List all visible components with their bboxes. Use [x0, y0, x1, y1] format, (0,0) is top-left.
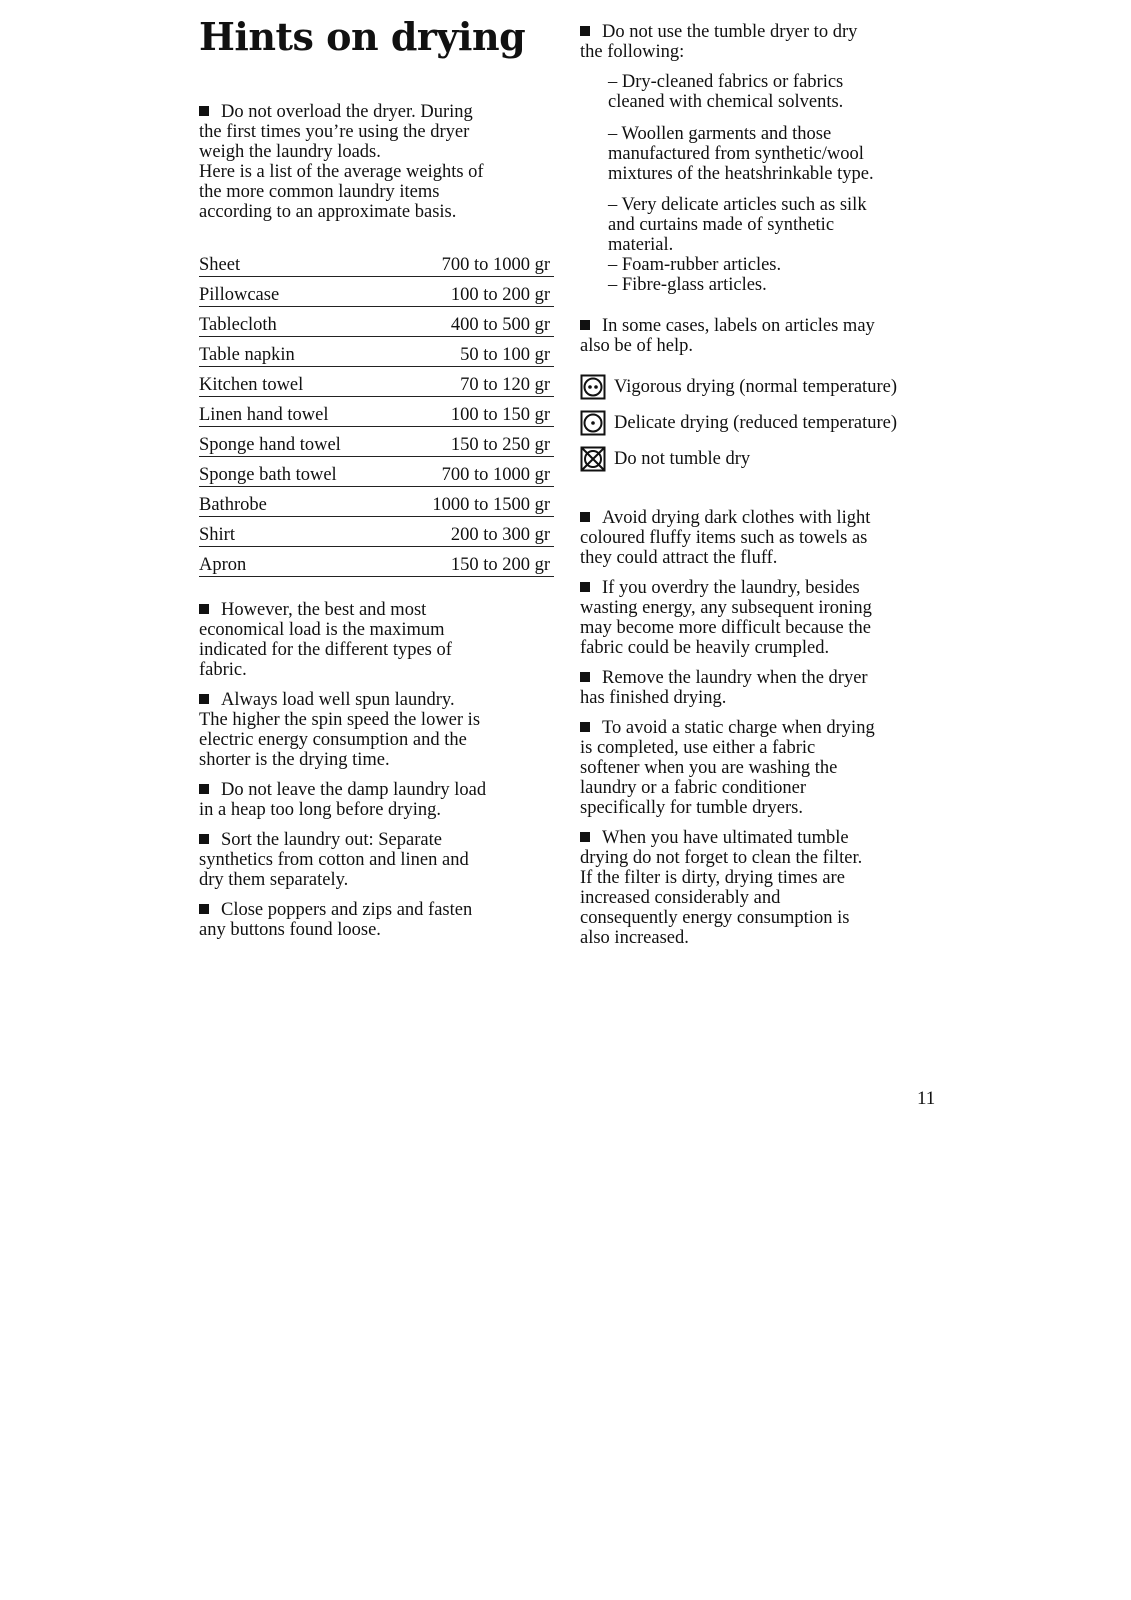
hint-static-charge: To avoid a static charge when drying is completed, use either a fabric softener when you are washing the laundry or a fabric conditioner specifically for tumble dryers. [580, 718, 875, 818]
item-name: Kitchen towel [199, 367, 390, 397]
hint-close-poppers: Close poppers and zips and fasten any buttons found loose. [199, 900, 473, 940]
item-name: Linen hand towel [199, 397, 390, 427]
no-tumble-item-delicate: – Very delicate articles such as silk and curtains made of synthetic material. – Foam-rubber articles. – Fibre-glass articles. [608, 195, 867, 295]
symbol-label: Do not tumble dry [614, 448, 751, 469]
item-name: Pillowcase [199, 277, 390, 307]
bullet-square-icon [580, 512, 590, 522]
item-weight: 70 to 120 gr [390, 367, 554, 397]
hint-damp-laundry: Do not leave the damp laundry load in a heap too long before drying. [199, 780, 487, 820]
table-row [199, 517, 554, 547]
table-row [199, 547, 554, 577]
bullet-square-icon [580, 672, 590, 682]
bullet-square-icon [580, 832, 590, 842]
item-name: Bathrobe [199, 487, 390, 517]
item-name: Sponge bath towel [199, 457, 390, 487]
laundry-weights-table [199, 247, 554, 577]
hint-remove-laundry: Remove the laundry when the dryer has finished drying. [580, 668, 868, 708]
item-weight: 700 to 1000 gr [390, 247, 554, 277]
symbol-row-vigorous [580, 374, 952, 400]
table-row [199, 337, 554, 367]
table-row [199, 397, 554, 427]
bullet-square-icon [580, 582, 590, 592]
no-tumble-dry-icon [580, 446, 606, 472]
hint-overload: Do not overload the dryer. During the first times you’re using the dryer weigh the laundry loads. Here is a list of the average weights of the more common laundry items according to an approximate basis. [199, 102, 484, 222]
item-name: Sponge hand towel [199, 427, 390, 457]
no-tumble-item-woollen: – Woollen garments and those manufactured from synthetic/wool mixtures of the heatshrinkable type. [608, 124, 874, 184]
delicate-drying-icon [580, 410, 606, 436]
page-number: 11 [917, 1088, 936, 1109]
bullet-square-icon [199, 604, 209, 614]
bullet-square-icon [580, 26, 590, 36]
item-name: Tablecloth [199, 307, 390, 337]
page-title: Hints on drying [199, 14, 526, 59]
item-name: Shirt [199, 517, 390, 547]
hint-spun-laundry: Always load well spun laundry. The higher the spin speed the lower is electric energy consumption and the shorter is the drying time. [199, 690, 481, 770]
bullet-square-icon [199, 834, 209, 844]
bullet-square-icon [580, 722, 590, 732]
hint-clean-filter: When you have ultimated tumble drying do not forget to clean the filter. If the filter is dirty, drying times are increased considerably and consequently energy consumption is also increased. [580, 828, 863, 948]
symbol-row-no-tumble [580, 446, 952, 472]
table-row [199, 427, 554, 457]
item-name: Table napkin [199, 337, 390, 367]
hint-no-tumble-intro: Do not use the tumble dryer to dry the following: [580, 22, 858, 62]
symbol-row-delicate [580, 410, 952, 436]
item-name: Sheet [199, 247, 390, 277]
item-weight: 150 to 250 gr [390, 427, 554, 457]
no-tumble-item-drycleaned: – Dry-cleaned fabrics or fabrics cleaned with chemical solvents. [608, 72, 844, 112]
table-row [199, 457, 554, 487]
symbol-label: Vigorous drying (normal temperature) [614, 376, 897, 397]
bullet-square-icon [580, 320, 590, 330]
hint-sort-laundry: Sort the laundry out: Separate synthetics from cotton and linen and dry them separately. [199, 830, 469, 890]
bullet-square-icon [199, 904, 209, 914]
item-weight: 200 to 300 gr [390, 517, 554, 547]
hint-best-load: However, the best and most economical load is the maximum indicated for the different types of fabric. [199, 600, 452, 680]
table-row [199, 307, 554, 337]
symbol-label: Delicate drying (reduced temperature) [614, 412, 898, 433]
hint-labels: In some cases, labels on articles may also be of help. [580, 316, 875, 356]
bullet-square-icon [199, 694, 209, 704]
table-row [199, 247, 554, 277]
item-weight: 1000 to 1500 gr [390, 487, 554, 517]
table-row [199, 277, 554, 307]
bullet-square-icon [199, 784, 209, 794]
table-row [199, 367, 554, 397]
item-weight: 100 to 150 gr [390, 397, 554, 427]
item-weight: 400 to 500 gr [390, 307, 554, 337]
item-name: Apron [199, 547, 390, 577]
item-weight: 50 to 100 gr [390, 337, 554, 367]
item-weight: 150 to 200 gr [390, 547, 554, 577]
hint-overdry: If you overdry the laundry, besides wasting energy, any subsequent ironing may become more difficult because the fabric could be heavily crumpled. [580, 578, 872, 658]
vigorous-drying-icon [580, 374, 606, 400]
item-weight: 100 to 200 gr [390, 277, 554, 307]
item-weight: 700 to 1000 gr [390, 457, 554, 487]
table-row [199, 487, 554, 517]
hint-dark-clothes: Avoid drying dark clothes with light coloured fluffy items such as towels as they could attract the fluff. [580, 508, 871, 568]
bullet-square-icon [199, 106, 209, 116]
